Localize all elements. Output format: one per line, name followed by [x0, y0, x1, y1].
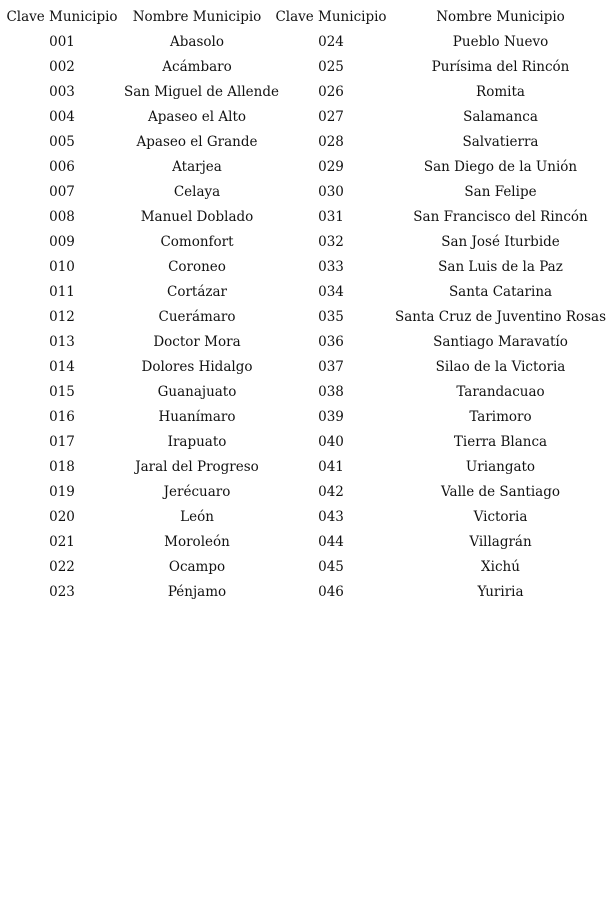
clave-right-cell: 041: [318, 459, 344, 475]
nombre-left-cell: Pénjamo: [167, 584, 227, 600]
clave-right-cell: 025: [318, 59, 344, 75]
nombre-right-cell: Tarimoro: [469, 409, 532, 425]
table-row: [0, 55, 609, 80]
clave-left-cell: 009: [49, 234, 75, 250]
table-row: [0, 180, 609, 205]
nombre-right-cell: San Francisco del Rincón: [413, 209, 588, 225]
table-body: [0, 30, 609, 605]
nombre-left-cell: Apaseo el Grande: [136, 134, 258, 150]
clave-right-cell: 031: [318, 209, 344, 225]
nombre-right-cell: Xichú: [481, 559, 520, 575]
table-header-row: [0, 5, 609, 30]
table-row: [0, 80, 609, 105]
clave-right-cell: 046: [318, 584, 344, 600]
nombre-right-cell: San Felipe: [464, 184, 537, 200]
header-nombre-left: Nombre Municipio: [132, 9, 262, 25]
nombre-left-cell: Cortázar: [167, 284, 227, 300]
table-row: [0, 380, 609, 405]
nombre-left-cell: Atarjea: [172, 159, 222, 175]
nombre-right-cell: Santa Cruz de Juventino Rosas: [394, 309, 607, 325]
nombre-right-cell: Uriangato: [465, 459, 536, 475]
nombre-right-cell: Tierra Blanca: [453, 434, 548, 450]
clave-left-cell: 020: [49, 509, 75, 525]
table-row: [0, 555, 609, 580]
table-row: [0, 30, 609, 55]
table-row: [0, 280, 609, 305]
table-row: [0, 130, 609, 155]
clave-right-cell: 043: [318, 509, 344, 525]
table-row: [0, 530, 609, 555]
nombre-right-cell: San Diego de la Unión: [423, 159, 578, 175]
clave-left-cell: 021: [49, 534, 75, 550]
table-row: [0, 205, 609, 230]
clave-left-cell: 016: [49, 409, 75, 425]
clave-left-cell: 011: [49, 284, 75, 300]
clave-right-cell: 026: [318, 84, 344, 100]
clave-right-cell: 038: [318, 384, 344, 400]
clave-left-cell: 022: [49, 559, 75, 575]
clave-right-cell: 037: [318, 359, 344, 375]
clave-left-cell: 023: [49, 584, 75, 600]
clave-right-cell: 033: [318, 259, 344, 275]
clave-right-cell: 030: [318, 184, 344, 200]
clave-left-cell: 005: [49, 134, 75, 150]
nombre-left-cell: Manuel Doblado: [140, 209, 254, 225]
municipality-table: [0, 5, 609, 605]
clave-left-cell: 008: [49, 209, 75, 225]
header-clave-left: Clave Municipio: [6, 9, 118, 25]
clave-left-cell: 004: [49, 109, 75, 125]
clave-right-cell: 032: [318, 234, 344, 250]
table-row: [0, 430, 609, 455]
nombre-left-cell: Cuerámaro: [158, 309, 236, 325]
municipality-table-container: [0, 5, 609, 605]
clave-left-cell: 013: [49, 334, 75, 350]
table-row: [0, 405, 609, 430]
nombre-left-cell: Jerécuaro: [163, 484, 231, 500]
nombre-right-cell: San José Iturbide: [441, 234, 560, 250]
table-row: [0, 330, 609, 355]
nombre-left-cell: Guanajuato: [157, 384, 237, 400]
nombre-right-cell: Purísima del Rincón: [431, 59, 570, 75]
clave-left-cell: 015: [49, 384, 75, 400]
clave-left-cell: 006: [49, 159, 75, 175]
nombre-left-cell: Doctor Mora: [153, 334, 241, 350]
table-row: [0, 455, 609, 480]
table-row: [0, 255, 609, 280]
nombre-left-cell: Huanímaro: [158, 409, 236, 425]
clave-right-cell: 045: [318, 559, 344, 575]
nombre-left-cell: Acámbaro: [162, 59, 232, 75]
clave-left-cell: 007: [49, 184, 75, 200]
clave-left-cell: 010: [49, 259, 75, 275]
nombre-left-cell: Ocampo: [168, 559, 226, 575]
clave-right-cell: 040: [318, 434, 344, 450]
nombre-right-cell: Santa Catarina: [448, 284, 553, 300]
clave-right-cell: 044: [318, 534, 344, 550]
clave-right-cell: 024: [318, 34, 344, 50]
clave-right-cell: 036: [318, 334, 344, 350]
clave-right-cell: 035: [318, 309, 344, 325]
table-row: [0, 355, 609, 380]
clave-left-cell: 018: [49, 459, 75, 475]
header-clave-right: Clave Municipio: [275, 9, 387, 25]
clave-left-cell: 019: [49, 484, 75, 500]
nombre-right-cell: Victoria: [473, 509, 528, 525]
clave-right-cell: 029: [318, 159, 344, 175]
table-row: [0, 580, 609, 605]
nombre-right-cell: Salvatierra: [462, 134, 539, 150]
table-row: [0, 230, 609, 255]
clave-left-cell: 017: [49, 434, 75, 450]
header-nombre-right: Nombre Municipio: [436, 9, 565, 25]
nombre-right-cell: Pueblo Nuevo: [452, 34, 549, 50]
clave-right-cell: 027: [318, 109, 344, 125]
nombre-right-cell: San Luis de la Paz: [438, 259, 563, 275]
nombre-left-cell: León: [180, 509, 214, 525]
nombre-right-cell: Valle de Santiago: [441, 484, 560, 500]
clave-left-cell: 003: [49, 84, 75, 100]
nombre-left-cell: Irapuato: [167, 434, 227, 450]
nombre-left-cell: Jaral del Progreso: [135, 459, 259, 475]
clave-right-cell: 028: [318, 134, 344, 150]
clave-left-cell: 002: [49, 59, 75, 75]
nombre-right-cell: Romita: [476, 84, 525, 100]
clave-right-cell: 034: [318, 284, 344, 300]
nombre-left-cell: Apaseo el Alto: [148, 109, 246, 125]
nombre-left-cell: Celaya: [173, 184, 221, 200]
table-row: [0, 105, 609, 130]
nombre-right-cell: Tarandacuao: [456, 384, 545, 400]
nombre-left-cell: Comonfort: [160, 234, 234, 250]
table-row: [0, 505, 609, 530]
nombre-right-cell: Silao de la Victoria: [435, 359, 566, 375]
nombre-left-cell: Abasolo: [170, 34, 224, 50]
nombre-right-cell: Salamanca: [463, 109, 538, 125]
nombre-right-cell: Villagrán: [469, 534, 532, 550]
nombre-left-cell: Coroneo: [168, 259, 226, 275]
table-row: [0, 305, 609, 330]
nombre-left-cell: Dolores Hidalgo: [141, 359, 253, 375]
nombre-left-cell: San Miguel de Allende: [124, 84, 279, 100]
clave-right-cell: 039: [318, 409, 344, 425]
nombre-left-cell: Moroleón: [164, 534, 230, 550]
table-row: [0, 155, 609, 180]
clave-left-cell: 001: [49, 34, 75, 50]
clave-left-cell: 012: [49, 309, 75, 325]
clave-left-cell: 014: [49, 359, 75, 375]
clave-right-cell: 042: [318, 484, 344, 500]
nombre-right-cell: Yuriria: [477, 584, 524, 600]
nombre-right-cell: Santiago Maravatío: [433, 334, 568, 350]
table-row: [0, 480, 609, 505]
